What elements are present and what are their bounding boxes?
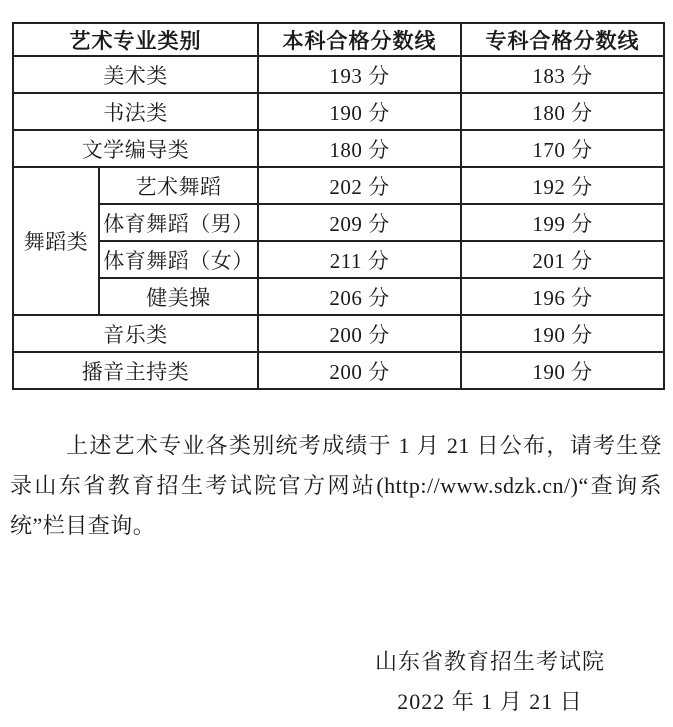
zhuanke-score-cell: 170 分 [461, 130, 664, 167]
zhuanke-score-cell: 196 分 [461, 278, 664, 315]
header-cell-zhuanke: 专科合格分数线 [461, 23, 664, 56]
table-row-meishu [13, 56, 664, 93]
table-row-jianmeicao [13, 278, 664, 315]
zhuanke-score-cell: 190 分 [461, 352, 664, 389]
subcategory-cell: 体育舞蹈（女） [99, 241, 258, 278]
category-cell: 文学编导类 [13, 130, 258, 167]
header-cell-category: 艺术专业类别 [13, 23, 258, 56]
table-row-boyinzhuchi [13, 352, 664, 389]
zhuanke-score-cell: 180 分 [461, 93, 664, 130]
category-cell: 美术类 [13, 56, 258, 93]
category-cell: 播音主持类 [13, 352, 258, 389]
subcategory-cell: 艺术舞蹈 [99, 167, 258, 204]
zhuanke-score-cell: 201 分 [461, 241, 664, 278]
benke-score-cell: 206 分 [258, 278, 461, 315]
table-row-yishuwudao [13, 167, 664, 204]
benke-score-cell: 193 分 [258, 56, 461, 93]
table-row-shufa [13, 93, 664, 130]
benke-score-cell: 190 分 [258, 93, 461, 130]
benke-score-cell: 202 分 [258, 167, 461, 204]
signature-block [375, 642, 605, 722]
notice-paragraph: 上述艺术专业各类别统考成绩于 1 月 21 日公布，请考生登录山东省教育招生考试院官方网站(http://www.sdzk.cn/)“查询系统”栏目查询。 [10, 433, 662, 538]
table-row-tiyuwudao-nan [13, 204, 664, 241]
score-table [12, 22, 665, 390]
category-cell: 音乐类 [13, 315, 258, 352]
table-row-wenxuebiandao [13, 130, 664, 167]
signature-org: 山东省教育招生考试院 [374, 649, 605, 674]
benke-score-cell: 180 分 [258, 130, 461, 167]
category-cell: 书法类 [13, 93, 258, 130]
benke-score-cell: 200 分 [258, 352, 461, 389]
signature-date: 2022 年 1 月 21 日 [397, 689, 583, 714]
zhuanke-score-cell: 192 分 [461, 167, 664, 204]
zhuanke-score-cell: 183 分 [461, 56, 664, 93]
zhuanke-score-cell: 190 分 [461, 315, 664, 352]
benke-score-cell: 200 分 [258, 315, 461, 352]
benke-score-cell: 209 分 [258, 204, 461, 241]
table-header-row [13, 23, 664, 56]
table-row-yinyue [13, 315, 664, 352]
zhuanke-score-cell: 199 分 [461, 204, 664, 241]
subcategory-cell: 健美操 [99, 278, 258, 315]
header-cell-benke: 本科合格分数线 [258, 23, 461, 56]
benke-score-cell: 211 分 [258, 241, 461, 278]
dance-group-cell: 舞蹈类 [13, 167, 99, 315]
subcategory-cell: 体育舞蹈（男） [99, 204, 258, 241]
table-row-tiyuwudao-nv [13, 241, 664, 278]
